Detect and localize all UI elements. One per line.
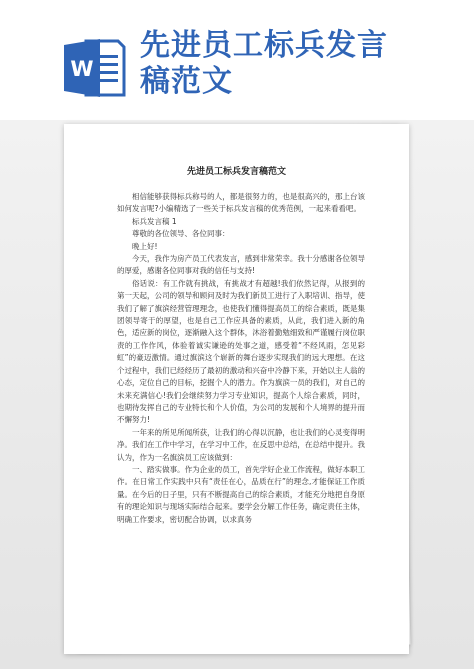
word-document-icon bbox=[62, 35, 128, 101]
paragraph-salutation: 尊敬的各位领导、各位同事： bbox=[132, 229, 230, 239]
banner-title bbox=[140, 28, 460, 100]
word-icon-letter: W bbox=[70, 57, 94, 81]
paragraph-opening: 今天，我作为房产员工代表发言，感到非常荣幸。我十分感谢各位领导的厚爱，感谢各位同事对我的信任与支持! bbox=[117, 254, 365, 276]
paragraph-body-1: 俗话说：有工作就有挑战，有挑战才有超越!我们依然记得，从报到的第一天起，公司的领导和顾问及时为我们新员工进行了入职培训、指导，使我们了解了旗滨经营管理理念，也使我们懂得提高员工的综合素质，既是集团领导寄于的厚望，也是自己工作应具备的素质，从此，我们进入新的角色，适应新的岗位，逐渐融入这个群体，沐浴着勤勉细致和严谨履行岗位职责的工作作风，体验着诚实谦逊的处事之道，感受着“不经风雨，怎见彩虹”的豪迈激情。通过旗滨这个崭新的舞台逐步实现我们的远大理想。在这个过程中，我们已经经历了最初的激动和兴奋中冷静下来，开始以主人翁的心态，定位自己的目标，挖掘个人的潜力。作为旗滨一员的我们，对自己的未来充满信心!我们会继续努力学习专业知识，提高个人综合素质，同时，也期待发挥自己的专业特长和个人价值，为公司的发展和个人境界的提升而不懈努力! bbox=[117, 278, 365, 425]
banner-title-line-2: 稿范文 bbox=[140, 64, 233, 99]
banner-title-line-1: 先进员工标兵发言 bbox=[140, 28, 388, 63]
paragraph-body-3: 一、踏实做事。作为企业的员工，首先学好企业工作流程，做好本职工作。在日常工作实践中只有“责任在心，品质在行”的理念,才能保证工作质量。在今后的日子里，只有不断提高自己的综合素质，才能充分地把自身原有的理论知识与现场实际结合起来。要学会分解工作任务，确定责任主体，明确工作要求，密切配合协调，以求真务 bbox=[117, 464, 365, 524]
paragraph-intro: 相信能够获得标兵称号的人，都是很努力的，也是很高兴的，那上台该如何发言呢?小编精选了一些关于标兵发言稿的优秀范例，一起来看看吧。 bbox=[117, 192, 365, 214]
document-title: 先进员工标兵发言稿范文 bbox=[186, 167, 286, 177]
document-page bbox=[64, 124, 409, 654]
paragraph-heading: 标兵发言稿 1 bbox=[132, 216, 177, 226]
paragraph-body-2: 一年来的所见所闻所获，让我们的心得以沉静，也让我们的心灵变得明净。我们在工作中学习，在学习中工作，在反思中总结，在总结中提升。我认为，作为一名旗滨员工应该做到： bbox=[117, 427, 365, 462]
header-banner bbox=[0, 0, 474, 120]
paragraph-greeting: 晚上好! bbox=[132, 241, 158, 251]
document-body bbox=[117, 191, 365, 526]
